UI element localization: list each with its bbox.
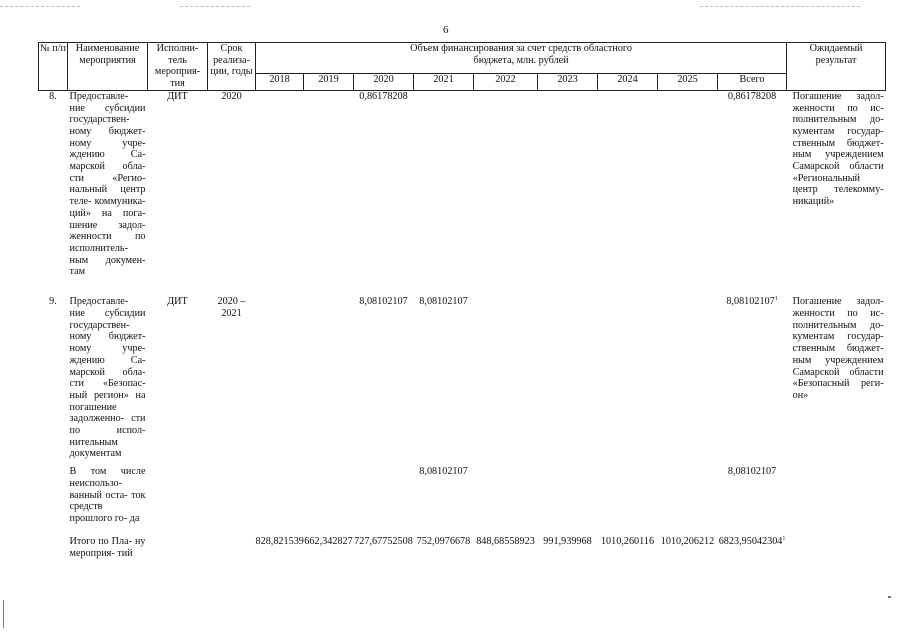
row-value-2023: [538, 296, 598, 466]
table-row: [39, 466, 886, 536]
row-value-2025: [658, 466, 718, 536]
row-num: 9.: [49, 296, 57, 308]
row-value-2025: 1010,206212: [660, 536, 715, 548]
row-value-2024: 1010,260116: [600, 536, 655, 548]
header-total: Всего: [718, 74, 787, 90]
header-year: 2024: [598, 74, 658, 90]
scan-line: [180, 6, 250, 7]
row-value-2018: [256, 90, 304, 296]
row-num: 8.: [49, 90, 57, 102]
header-funding: Объем финансирования за счет средств областного бюджета, млн. рублей: [256, 43, 787, 74]
row-executor: [148, 536, 208, 576]
table-row: [39, 296, 886, 466]
row-name: Предоставле- ние субсидии государствен- ному бюджет- ному учре- ждению Са- марской обла- сти «Регио- нальный центр теле- коммуника- ций» на пога- шение задол- женности по исполнитель- ным докумен- там: [69, 90, 146, 278]
row-value-2019: [304, 296, 354, 466]
header-year: 2020: [354, 74, 414, 90]
row-value-2022: [474, 90, 538, 296]
header-term: Срок реализа- ции, годы: [208, 43, 256, 91]
row-value-total: 0,86178208: [727, 90, 777, 102]
row-value-2020: [354, 466, 414, 536]
footnote-mark: 1: [774, 296, 778, 303]
header-year: 2025: [658, 74, 718, 90]
row-value-2022: [474, 466, 538, 536]
row-value-2024: [598, 466, 658, 536]
row-value-2019: [304, 90, 354, 296]
header-year: 2022: [474, 74, 538, 90]
row-executor: [148, 466, 208, 536]
row-value-2019: 662,342827: [304, 536, 353, 548]
funding-table: [38, 42, 886, 576]
row-value-total-text: 6823,95042304: [718, 536, 783, 548]
row-term: 2020 – 2021: [217, 296, 246, 320]
row-num: [39, 536, 68, 576]
row-value-2019: [304, 466, 354, 536]
page-number: 6: [443, 24, 449, 36]
table-header: [39, 43, 886, 91]
row-value-2021: 8,08102107: [419, 296, 468, 308]
row-value-2018: 828,821539: [255, 536, 304, 548]
row-value-2023: [538, 466, 598, 536]
row-value-2021: 8,08102107: [419, 466, 468, 478]
table-row-total: [39, 536, 886, 576]
header-year: 2018: [256, 74, 304, 90]
scan-artifact: [888, 596, 891, 598]
header-result: Ожидаемый результат: [787, 43, 886, 91]
row-value-2020: 0,86178208: [359, 90, 408, 102]
header-num: № п/п: [39, 43, 68, 91]
row-term: [208, 536, 256, 576]
row-value-2025: [658, 90, 718, 296]
row-term: [208, 466, 256, 536]
row-executor: ДИТ: [167, 296, 188, 308]
table-row: [39, 90, 886, 296]
row-result: [787, 536, 886, 576]
header-year: 2021: [414, 74, 474, 90]
row-value-total: 8,08102107: [727, 466, 777, 478]
row-result: Погашение задол- женности по ис- полнительным до- кументам государ- ственным бюджет- ным учреждением Самарской области «Безопасный реги- он»: [792, 296, 884, 401]
row-value-2020: 727,67752508: [354, 536, 413, 548]
row-executor: ДИТ: [167, 90, 188, 102]
row-name: В том числе неиспользо- ванный оста- ток средств прошлого го- да: [69, 466, 146, 525]
row-result: [787, 466, 886, 536]
header-year: 2019: [304, 74, 354, 90]
row-value-total-text: 8,08102107: [726, 296, 775, 308]
row-name: Предоставле- ние субсидии государствен- ному бюджет- ному учре- ждению Са- марской обла- сти «Безопас- ный регион» на погашение задолженно- сти по испол- нительным документам: [69, 296, 146, 460]
footnote-mark: 1: [782, 536, 786, 543]
row-value-2024: [598, 296, 658, 466]
row-value-2022: 848,68558923: [476, 536, 535, 548]
row-value-total: [718, 296, 787, 466]
row-value-total: [718, 536, 787, 576]
header-year: 2023: [538, 74, 598, 90]
row-value-2025: [658, 296, 718, 466]
row-value-2021: [414, 90, 474, 296]
row-term: 2020: [221, 90, 242, 102]
header-executor: Исполни- тель мероприя- тия: [148, 43, 208, 91]
row-value-2022: [474, 296, 538, 466]
row-value-2018: [256, 466, 304, 536]
row-result: Погашение задол- женности по ис- полнительным до- кументам государ- ственным бюджет- ным учреждением Самарской области «Региональный центр телекомму- никаций»: [792, 90, 884, 208]
row-value-2020: 8,08102107: [359, 296, 408, 308]
scan-line: [0, 6, 80, 7]
row-name: Итого по Пла- ну мероприя- тий: [69, 536, 146, 560]
row-num: [39, 466, 68, 536]
row-value-2023: 991,939968: [543, 536, 592, 548]
row-value-2024: [598, 90, 658, 296]
scan-artifact: [3, 600, 4, 628]
header-name: Наименование мероприятия: [68, 43, 148, 91]
row-value-2018: [256, 296, 304, 466]
row-value-2023: [538, 90, 598, 296]
scan-line: [700, 6, 860, 7]
row-value-2021: 752,0976678: [416, 536, 471, 548]
